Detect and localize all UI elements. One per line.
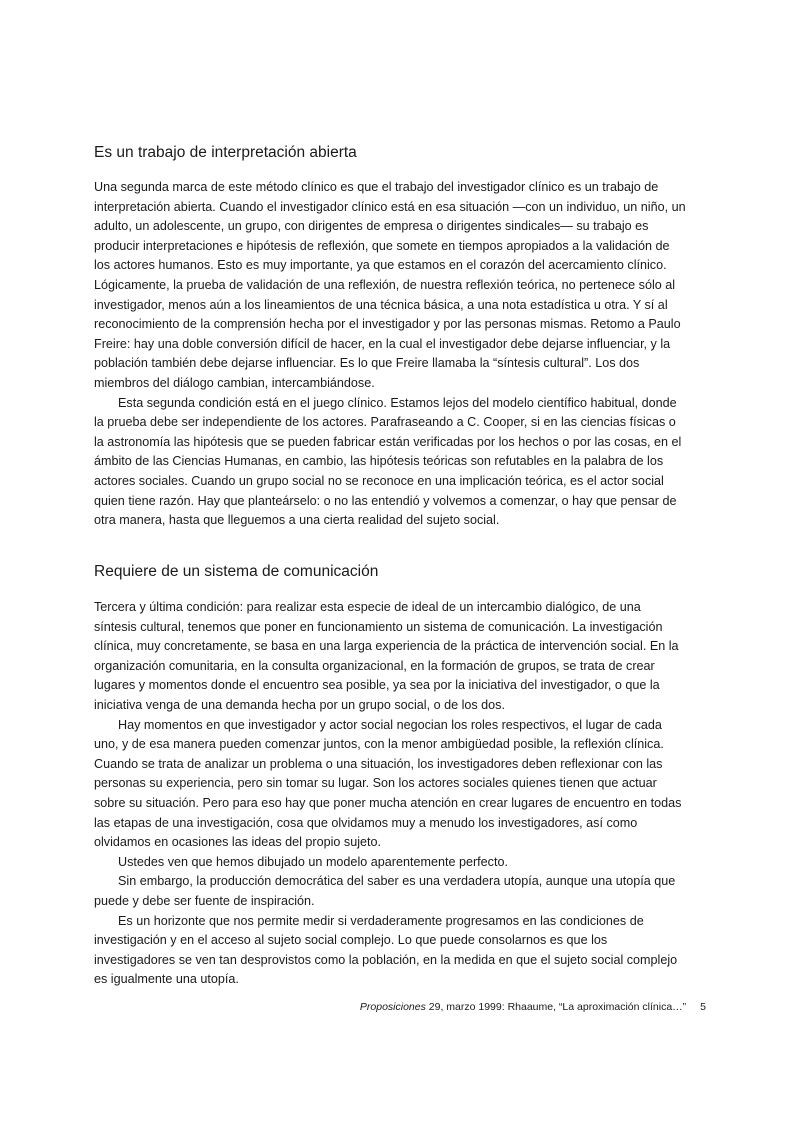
text-line: organización comunitaria, en la consulta organizacional, en la formación de grupos, se trata de crear — [94, 658, 655, 673]
text-line: Lógicamente, la prueba de validación de una reflexión, de nuestra reflexión teórica, no pertenece sólo al — [94, 277, 676, 292]
text-line: otra manera, hasta que lleguemos a una cierta realidad del sujeto social. — [94, 513, 500, 528]
text-line: puede y debe ser fuente de inspiración. — [94, 893, 315, 908]
section-heading-comunicacion: Requiere de un sistema de comunicación — [94, 563, 379, 580]
text-line: investigador, menos aún a los lineamientos de una técnica básica, a una nota estadística u otra. Y sí al — [94, 297, 668, 312]
text-line: Es un horizonte que nos permite medir si verdaderamente progresamos en las condiciones de — [118, 913, 644, 928]
text-line: actores sociales. Cuando un grupo social no se reconoce en una implicación teórica, es el actor social — [94, 473, 664, 488]
section-comunicacion-text — [94, 598, 706, 990]
text-line: lugares y momentos donde el encuentro sea posible, ya sea por la iniciativa del investigador, o que la — [94, 678, 660, 693]
section-interpretacion-text — [94, 178, 706, 531]
text-line: la prueba debe ser independiente de los actores. Parafraseando a C. Cooper, si en las ciencias físicas o — [94, 415, 676, 430]
text-line: adulto, un adolescente, un grupo, con dirigentes de empresa o dirigentes sindicales— su trabajo es — [94, 219, 649, 234]
footer-journal: Proposiciones — [359, 1001, 426, 1013]
text-line: clínica, muy concretamente, se basa en una larga experiencia de la práctica de intervención social. En la — [94, 639, 679, 654]
text-line: quien tiene razón. Hay que planteárselo: o no las entendió y volvemos a comenzar, o hay que pensar de — [94, 493, 677, 508]
text-line: Una segunda marca de este método clínico es que el trabajo del investigador clínico es un trabajo de — [94, 180, 659, 194]
text-line: síntesis cultural, tenemos que poner en funcionamiento un sistema de comunicación. La investigación — [94, 619, 663, 634]
text-line: los actores humanos. Esto es muy importante, ya que estamos en el corazón del acercamiento clínico. — [94, 258, 667, 273]
text-line: Esta segunda condición está en el juego clínico. Estamos lejos del modelo científico habitual, donde — [118, 395, 677, 410]
text-line: uno, y de esa manera pueden comenzar juntos, con la menor ambigüedad posible, la reflexión clínica. — [94, 737, 664, 752]
text-line: población también debe dejarse influenciar. Es lo que Freire llamaba la “síntesis cultural”. Los dos — [94, 356, 640, 371]
section-heading-interpretacion: Es un trabajo de interpretación abierta — [94, 144, 357, 161]
text-line: sobre su situación. Pero para eso hay que poner mucha atención en crear lugares de encuentro en todas — [94, 795, 682, 810]
text-line: personas su experiencia, pero sin tomar su lugar. Son los actores sociales quienes tienen que actuar — [94, 776, 657, 791]
text-line: Sin embargo, la producción democrática del saber es una verdadera utopía, aunque una utopía que — [118, 874, 676, 889]
text-line: ámbito de las Ciencias Humanas, en cambio, las hipótesis teóricas son refutables en la palabra de los — [94, 454, 664, 469]
text-line: interpretación abierta. Cuando el investigador clínico está en esa situación —con un individuo, un niño, un — [94, 199, 686, 214]
footer-citation: 29, marzo 1999: Rhaaume, “La aproximación clínica…” — [425, 1001, 687, 1013]
text-line: la astronomía las hipótesis que se pueden fabricar están verificadas por los hechos o por las cosas, en el — [94, 434, 682, 449]
text-line: investigación y en el acceso al sujeto social complejo. Lo que puede consolarnos es que los — [94, 933, 608, 948]
text-line: Ustedes ven que hemos dibujado un modelo aparentemente perfecto. — [118, 854, 508, 869]
text-line: investigadores se ven tan desprovistos como la población, en la medida en que el sujeto social complejo — [94, 952, 678, 967]
text-line: iniciativa venga de una demanda hecha por un grupo social, o de los dos. — [94, 697, 505, 712]
text-line: miembros del diálogo cambian, intercambiándose. — [94, 375, 375, 390]
text-line: Tercera y última condición: para realizar esta especie de ideal de un intercambio dialógico, de una — [94, 600, 641, 614]
page-footer — [360, 1000, 706, 1014]
text-line: Hay momentos en que investigador y actor social negocian los roles respectivos, el lugar de cada — [118, 717, 662, 732]
text-line: Cuando se trata de analizar un problema o una situación, los investigadores deben reflexionar con las — [94, 756, 663, 771]
text-line: Freire: hay una doble conversión difícil de hacer, en la cual el investigador debe dejarse influenciar, y la — [94, 336, 671, 351]
text-line: producir interpretaciones e hipótesis de reflexión, que somete en tiempos apropiados a la validación de — [94, 238, 670, 253]
text-line: las etapas de una investigación, cosa que olvidamos muy a menudo los investigadores, así como — [94, 815, 638, 830]
text-line: olvidamos en ocasiones las ideas del propio sujeto. — [94, 835, 382, 850]
text-line: reconocimiento de la comprensión hecha por el investigador y por las personas mismas. Retomo a Paulo — [94, 317, 681, 332]
text-line: es igualmente una utopía. — [94, 972, 239, 987]
page-number: 5 — [700, 1001, 706, 1013]
